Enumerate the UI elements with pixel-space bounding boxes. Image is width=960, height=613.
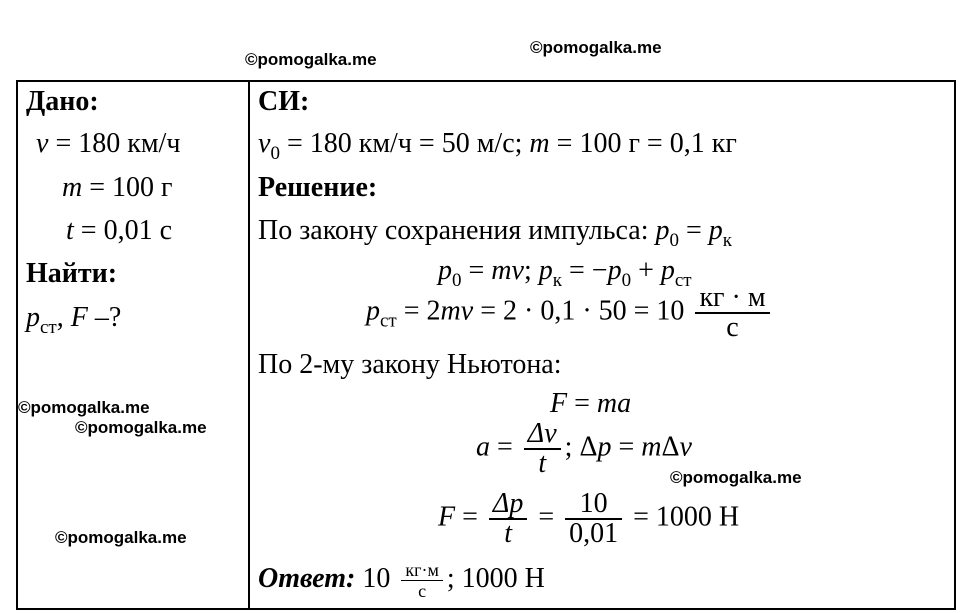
subscript: 0 — [621, 270, 632, 291]
watermark: ©pomogalka.me — [245, 50, 377, 69]
fraction-numerator: 10 — [579, 488, 608, 519]
conservation-law-text: По закону сохранения импульса: — [258, 215, 656, 246]
watermark: ©pomogalka.me — [75, 418, 207, 437]
answer-value-2: ; 1000 Н — [446, 562, 545, 594]
find-heading: Найти: — [26, 258, 118, 289]
separator: ; — [523, 255, 539, 286]
p-symbol: p — [597, 431, 612, 463]
m-symbol: m — [641, 431, 662, 463]
si-heading: СИ: — [258, 86, 310, 117]
m-value: = 100 г = 0,1 кг — [549, 128, 737, 159]
solution-line-7 — [438, 490, 739, 548]
v0-symbol: v — [258, 128, 271, 159]
v0-subscript: 0 — [270, 143, 280, 164]
given-time — [66, 215, 172, 247]
solution-line-5 — [550, 388, 631, 420]
equals: = — [490, 431, 520, 463]
force-symbol: F — [438, 501, 456, 533]
p-symbol: p — [655, 215, 670, 246]
p-symbol: p — [26, 302, 40, 333]
mv-term: mv — [440, 295, 474, 327]
equals: = — [678, 215, 709, 246]
solution-heading: Решение: — [258, 172, 378, 203]
given-mass — [62, 172, 173, 204]
solution-line-3 — [366, 284, 774, 342]
result: = 1000 Н — [626, 501, 740, 533]
v0-value: = 180 км/ч = 50 м/с; — [279, 128, 530, 159]
acceleration-symbol: a — [476, 431, 490, 463]
delta: Δ — [661, 431, 680, 463]
ma-term: ma — [596, 388, 632, 419]
equals: = — [567, 388, 597, 419]
fraction-numerator: Δp — [492, 488, 524, 519]
force-symbol: F — [550, 388, 568, 419]
solution-line-6 — [476, 420, 692, 478]
fraction-numerator: Δv — [527, 418, 557, 449]
fraction-numerator: кг · м — [699, 282, 766, 313]
force-symbol: F — [70, 302, 88, 333]
equals: = — [461, 255, 492, 286]
watermark: ©pomogalka.me — [55, 528, 187, 547]
subscript: ст — [674, 270, 692, 291]
fraction-denominator: с — [401, 580, 443, 601]
subscript: ст — [380, 310, 397, 332]
answer-line — [258, 560, 545, 601]
velocity-symbol: v — [36, 128, 49, 159]
fraction-denominator: t — [524, 448, 561, 478]
p-symbol: p — [607, 255, 622, 286]
equals: = 2 — [396, 295, 441, 327]
answer-unit-fraction — [401, 560, 443, 601]
find-quantities — [26, 302, 121, 344]
subscript: 0 — [669, 230, 679, 251]
watermark: ©pomogalka.me — [670, 468, 802, 487]
question-mark: –? — [87, 302, 122, 333]
time-symbol: t — [66, 215, 74, 246]
mass-value: = 100 г — [89, 172, 173, 203]
answer-value-1: 10 — [355, 562, 398, 594]
fraction-denominator: t — [489, 518, 527, 548]
p-symbol: p — [438, 255, 452, 286]
column-divider — [248, 80, 250, 610]
computation: = 2 · 0,1 · 50 = 10 — [473, 295, 692, 327]
watermark: ©pomogalka.me — [530, 38, 662, 57]
fraction-denominator: с — [695, 312, 769, 342]
answer-label: Ответ: — [258, 562, 356, 594]
velocity-value: = 180 км/ч — [55, 128, 181, 159]
p-symbol: p — [660, 255, 675, 286]
equals: = — [611, 431, 642, 463]
fraction-numerator: кг·м — [405, 560, 439, 580]
momentum-unit-fraction — [695, 284, 769, 342]
p-symbol: p — [366, 295, 380, 327]
operator: = − — [561, 255, 608, 286]
solution-line-1 — [258, 215, 732, 257]
mv-term: mv — [491, 255, 524, 286]
dv-over-t-fraction — [524, 420, 561, 478]
p-symbol: p — [538, 255, 553, 286]
separator: , — [56, 302, 71, 333]
given-heading: Дано: — [26, 86, 99, 117]
equals: = — [455, 501, 485, 533]
dp-over-t-fraction — [489, 490, 527, 548]
watermark: ©pomogalka.me — [18, 398, 150, 417]
p-symbol: p — [708, 215, 723, 246]
mass-symbol: m — [62, 172, 83, 203]
subscript: к — [722, 230, 732, 251]
subscript: 0 — [452, 270, 462, 291]
p-subscript: ст — [40, 317, 57, 338]
v-symbol: v — [679, 431, 692, 463]
equals: = — [531, 501, 562, 533]
time-value: = 0,01 с — [80, 215, 172, 246]
si-conversion — [258, 128, 737, 170]
m-symbol: m — [529, 128, 550, 159]
solution-line-4: По 2-му закону Ньютона: — [258, 349, 562, 380]
numeric-fraction — [565, 490, 622, 548]
separator: ; Δ — [564, 431, 598, 463]
given-velocity — [36, 128, 180, 160]
subscript: к — [552, 270, 562, 291]
operator: + — [631, 255, 661, 286]
fraction-denominator: 0,01 — [565, 518, 622, 548]
